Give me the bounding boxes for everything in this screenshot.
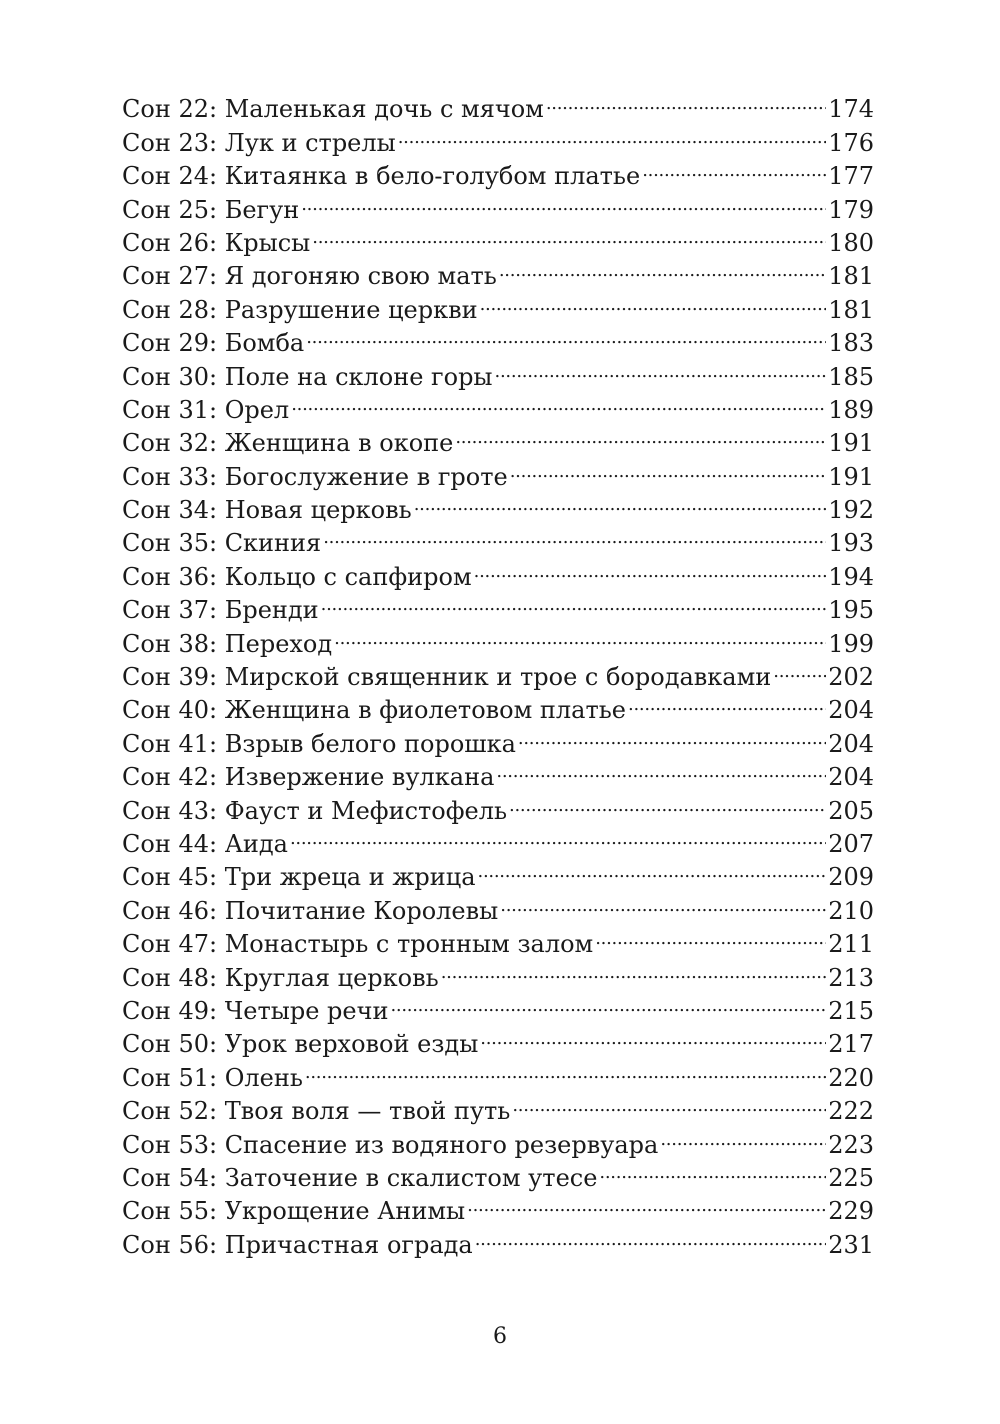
toc-dot-leader <box>512 1086 826 1119</box>
toc-dot-leader <box>290 819 826 852</box>
toc-dot-leader <box>301 184 826 217</box>
toc-entry-page: 176 <box>828 128 874 157</box>
toc-entry-page: 207 <box>828 829 874 858</box>
toc-dot-leader <box>291 385 826 418</box>
toc-entry-page: 191 <box>828 429 874 458</box>
toc-entry-title: Сон 48: Круглая церковь <box>122 963 439 992</box>
toc-entry-title: Сон 55: Укрощение Анимы <box>122 1197 466 1226</box>
toc-entry-page: 231 <box>828 1230 874 1259</box>
toc-entry-page: 189 <box>828 395 874 424</box>
toc-dot-leader <box>546 84 826 117</box>
toc-entry-page: 180 <box>828 228 874 257</box>
toc-entry-page: 204 <box>828 729 874 758</box>
toc-entry-title: Сон 40: Женщина в фиолетовом платье <box>122 696 626 725</box>
toc-dot-leader <box>334 618 826 651</box>
toc-entry-page: 220 <box>828 1063 874 1092</box>
toc-dot-leader <box>455 418 826 451</box>
toc-entry-page: 179 <box>828 195 874 224</box>
table-of-contents <box>122 84 874 1259</box>
toc-entry-title: Сон 47: Монастырь с тронным залом <box>122 930 594 959</box>
toc-dot-leader <box>510 451 826 484</box>
toc-entry-page: 195 <box>828 596 874 625</box>
toc-entry-title: Сон 50: Урок верховой езды <box>122 1030 479 1059</box>
toc-dot-leader <box>398 117 826 150</box>
toc-entry-title: Сон 53: Спасение из водяного резервуара <box>122 1130 659 1159</box>
toc-entry-page: 183 <box>828 329 874 358</box>
toc-dot-leader <box>306 318 826 351</box>
toc-dot-leader <box>642 151 826 184</box>
toc-entry-page: 177 <box>828 162 874 191</box>
toc-entry-title: Сон 31: Орел <box>122 395 290 424</box>
toc-entry-title: Сон 51: Олень <box>122 1063 303 1092</box>
toc-dot-leader <box>441 952 827 985</box>
toc-entry-page: 222 <box>828 1097 874 1126</box>
toc-dot-leader <box>480 1019 826 1052</box>
toc-entry-page: 215 <box>828 996 874 1025</box>
page-number: 6 <box>493 1324 507 1349</box>
toc-entry-title: Сон 44: Аида <box>122 829 288 858</box>
toc-entry-title: Сон 49: Четыре речи <box>122 996 389 1025</box>
toc-dot-leader <box>321 585 827 618</box>
toc-entry-title: Сон 25: Бегун <box>122 195 300 224</box>
toc-entry-title: Сон 39: Мирской священник и трое с бородавками <box>122 663 772 692</box>
toc-entry-page: 213 <box>828 963 874 992</box>
toc-dot-leader <box>773 652 826 685</box>
toc-entry-page: 181 <box>828 295 874 324</box>
toc-dot-leader <box>478 852 827 885</box>
toc-entry-title: Сон 29: Бомба <box>122 329 305 358</box>
toc-dot-leader <box>518 718 826 751</box>
toc-entry-title: Сон 33: Богослужение в гроте <box>122 462 508 491</box>
toc-entry-title: Сон 24: Китаянка в бело-голубом платье <box>122 162 641 191</box>
toc-entry-title: Сон 43: Фауст и Мефистофель <box>122 796 508 825</box>
toc-entry-title: Сон 36: Кольцо с сапфиром <box>122 562 472 591</box>
toc-entry-page: 185 <box>828 362 874 391</box>
toc-dot-leader <box>595 919 826 952</box>
toc-entry-page: 202 <box>828 663 874 692</box>
toc-entry-title: Сон 42: Извержение вулкана <box>122 763 495 792</box>
toc-dot-leader <box>500 885 826 918</box>
toc-entry-page: 217 <box>828 1030 874 1059</box>
toc-dot-leader <box>474 551 827 584</box>
toc-entry-page: 210 <box>828 896 874 925</box>
toc-entry-title: Сон 46: Почитание Королевы <box>122 896 499 925</box>
toc-entry-title: Сон 26: Крысы <box>122 228 311 257</box>
toc-entry-title: Сон 41: Взрыв белого порошка <box>122 729 516 758</box>
toc-entry-page: 223 <box>828 1130 874 1159</box>
toc-entry-title: Сон 37: Бренди <box>122 596 319 625</box>
toc-dot-leader <box>305 1052 826 1085</box>
toc-dot-leader <box>628 685 826 718</box>
toc-entry-title: Сон 54: Заточение в скалистом утесе <box>122 1163 598 1192</box>
toc-dot-leader <box>660 1119 826 1152</box>
toc-entry-page: 204 <box>828 763 874 792</box>
toc-entry-page: 211 <box>828 930 874 959</box>
toc-dot-leader <box>599 1153 826 1186</box>
toc-entry-page: 192 <box>828 496 874 525</box>
toc-entry-title: Сон 38: Переход <box>122 629 333 658</box>
toc-entry-title: Сон 52: Твоя воля — твой путь <box>122 1097 511 1126</box>
toc-entry-title: Сон 30: Поле на склоне горы <box>122 362 493 391</box>
toc-dot-leader <box>480 284 827 317</box>
toc-entry-page: 191 <box>828 462 874 491</box>
toc-entry-page: 181 <box>828 262 874 291</box>
toc-entry-title: Сон 28: Разрушение церкви <box>122 295 478 324</box>
toc-dot-leader <box>414 485 827 518</box>
toc-dot-leader <box>467 1186 826 1219</box>
toc-entry-page: 193 <box>828 529 874 558</box>
toc-entry-page: 229 <box>828 1197 874 1226</box>
toc-entry-page: 174 <box>828 95 874 124</box>
toc-dot-leader <box>499 251 826 284</box>
toc-entry-page: 199 <box>828 629 874 658</box>
toc-dot-leader <box>323 518 826 551</box>
toc-entry-page: 194 <box>828 562 874 591</box>
toc-dot-leader <box>495 351 827 384</box>
toc-entry-page: 209 <box>828 863 874 892</box>
toc-entry-title: Сон 56: Причастная ограда <box>122 1230 473 1259</box>
toc-entry-page: 205 <box>828 796 874 825</box>
toc-entry <box>122 84 874 124</box>
toc-dot-leader <box>509 785 826 818</box>
toc-entry-title: Сон 27: Я догоняю свою мать <box>122 262 497 291</box>
toc-entry-title: Сон 32: Женщина в окопе <box>122 429 454 458</box>
toc-entry-title: Сон 34: Новая церковь <box>122 496 412 525</box>
toc-dot-leader <box>496 752 826 785</box>
toc-entry-title: Сон 23: Лук и стрелы <box>122 128 396 157</box>
toc-entry-page: 204 <box>828 696 874 725</box>
toc-entry-page: 225 <box>828 1163 874 1192</box>
toc-dot-leader <box>390 986 826 1019</box>
toc-entry-title: Сон 22: Маленькая дочь с мячом <box>122 95 544 124</box>
toc-dot-leader <box>312 218 826 251</box>
toc-dot-leader <box>475 1219 826 1252</box>
toc-entry-title: Сон 45: Три жреца и жрица <box>122 863 476 892</box>
toc-entry-title: Сон 35: Скиния <box>122 529 322 558</box>
